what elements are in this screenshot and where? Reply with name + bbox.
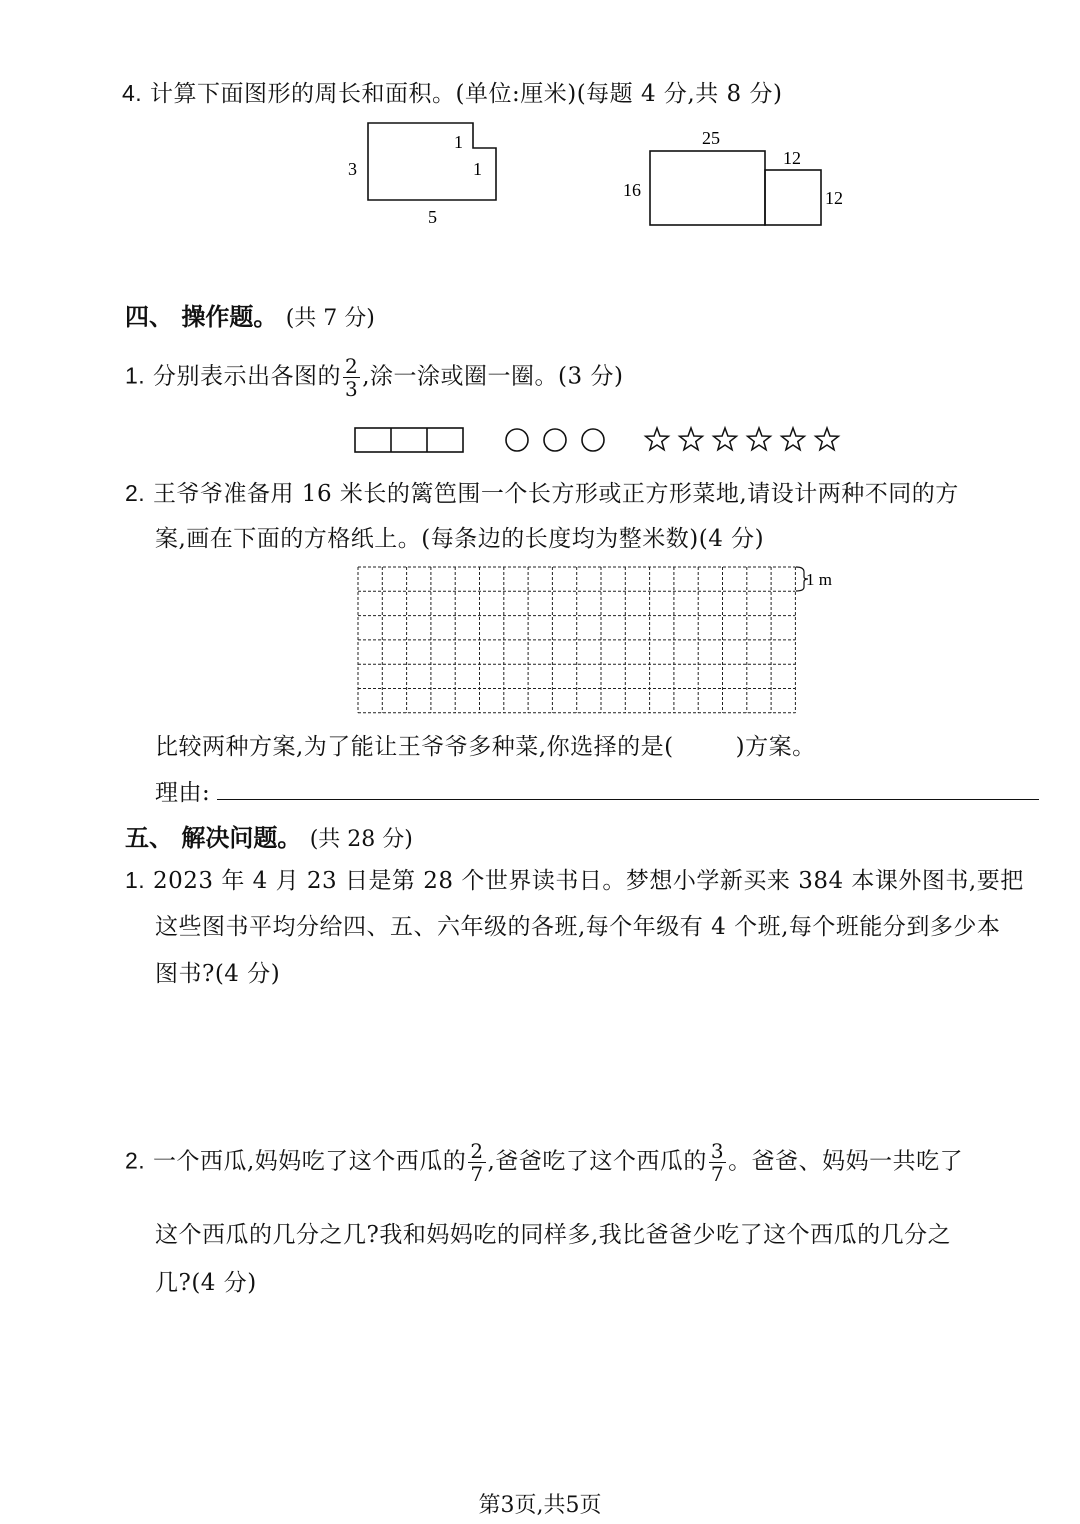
section4-heading: 四、 操作题。: [125, 303, 278, 331]
big-rectangle: [650, 151, 765, 225]
s4-q1-shapes: [345, 420, 865, 460]
fraction-numerator: 3: [710, 1139, 725, 1163]
dashed-grid[interactable]: [358, 567, 795, 713]
section5-points: (共 28 分): [309, 827, 413, 852]
s5-q2-seg1: 一个西瓜,妈妈吃了这个西瓜的: [153, 1148, 467, 1175]
three-circles[interactable]: [506, 429, 604, 451]
fig1-label-notch-top: 1: [454, 132, 463, 152]
fraction-denominator: 7: [710, 1162, 725, 1186]
fraction-two-sevenths: [468, 1140, 485, 1185]
compare-text-before: 比较两种方案,为了能让王爷爷多种菜,你选择的是(: [155, 734, 674, 760]
q4-figure-1: [330, 115, 520, 235]
q4-line: [122, 75, 782, 108]
s5-q1-text-line3: 图书?(4 分): [155, 961, 281, 987]
star-icon[interactable]: [782, 428, 805, 450]
fig2-label-small-right: 12: [825, 188, 843, 208]
s4-q1-text-after: ,涂一涂或圈一圈。(3 分): [362, 363, 624, 390]
circle-icon: [582, 429, 604, 451]
s4-q2-text-line2: 案,画在下面的方格纸上。(每条边的长度均为整米数)(4 分): [155, 526, 765, 552]
fig2-label-big-top: 25: [702, 128, 720, 148]
s5-q2-seg3: 。爸爸、妈妈一共吃了: [728, 1148, 964, 1175]
reason-label: 理由:: [155, 780, 211, 806]
q4-text: 计算下面图形的周长和面积。(单位:厘米)(每题 4 分,共 8 分): [150, 81, 783, 107]
fraction-numerator: 2: [470, 1139, 484, 1163]
fig2-label-big-left: 16: [623, 180, 641, 200]
s5-q1-text-line1: 2023 年 4 月 23 日是第 28 个世界读书日。梦想小学新买来 384 本课外图书,要把: [153, 868, 1024, 894]
small-square: [765, 170, 821, 225]
fig1-label-bottom: 5: [428, 207, 437, 227]
star-icon[interactable]: [714, 428, 737, 450]
s5-q1-text-line2: 这些图书平均分给四、五、六年级的各班,每个年级有 4 个班,每个班能分到多少本: [155, 914, 1001, 940]
fig2-label-small-top: 12: [783, 148, 801, 168]
s4-q2-number: 2.: [125, 480, 146, 506]
three-cell-rectangle[interactable]: [355, 428, 463, 452]
s4-q1-number: 1.: [125, 362, 146, 389]
s4-q2-line1: [125, 475, 959, 508]
circle-icon: [506, 429, 528, 451]
s5-q2-seg2: ,爸爸吃了这个西瓜的: [487, 1148, 707, 1175]
six-stars[interactable]: [646, 428, 839, 450]
s5-q2-text-line3: 几?(4 分): [155, 1270, 257, 1296]
s5-q2-text-line2: 这个西瓜的几分之几?我和妈妈吃的同样多,我比爸爸少吃了这个西瓜的几分之: [155, 1222, 952, 1248]
section5-heading: 五、 解决问题。: [125, 824, 302, 852]
fig1-label-left: 3: [348, 159, 357, 179]
circle-icon: [544, 429, 566, 451]
star-icon[interactable]: [680, 428, 703, 450]
reason-answer-line[interactable]: [217, 799, 1039, 800]
compare-text-after: )方案。: [735, 734, 816, 760]
fraction-denominator: 7: [470, 1162, 484, 1186]
q4-number: 4.: [122, 80, 143, 106]
s4-q1-line: [125, 355, 623, 400]
s5-q2-number: 2.: [125, 1147, 146, 1174]
fig1-label-notch-right: 1: [473, 159, 482, 179]
s5-q2-line1: [125, 1140, 963, 1185]
fraction-two-thirds: [343, 355, 360, 400]
s4-q1-text-before: 分别表示出各图的: [153, 363, 341, 390]
star-icon[interactable]: [748, 428, 771, 450]
s4-q2-grid-paper[interactable]: [350, 560, 850, 715]
section4-points: (共 7 分): [285, 306, 375, 331]
fraction-three-sevenths: [709, 1140, 726, 1185]
s5-q1-line1: [125, 862, 1024, 895]
fraction-denominator: 3: [345, 377, 359, 401]
s4-q2-compare-line: [155, 728, 816, 761]
grid-unit-label: 1 m: [806, 570, 832, 589]
s4-q2-text-line1: 王爷爷准备用 16 米长的篱笆围一个长方形或正方形菜地,请设计两种不同的方: [153, 481, 959, 507]
section4-heading-line: [125, 297, 375, 332]
s5-q1-number: 1.: [125, 867, 146, 893]
page-footer: 第3页,共5页: [478, 1493, 602, 1518]
star-icon[interactable]: [816, 428, 839, 450]
star-icon[interactable]: [646, 428, 669, 450]
q4-figure-2: [615, 120, 865, 235]
section5-heading-line: [125, 818, 413, 853]
fraction-numerator: 2: [345, 354, 359, 378]
